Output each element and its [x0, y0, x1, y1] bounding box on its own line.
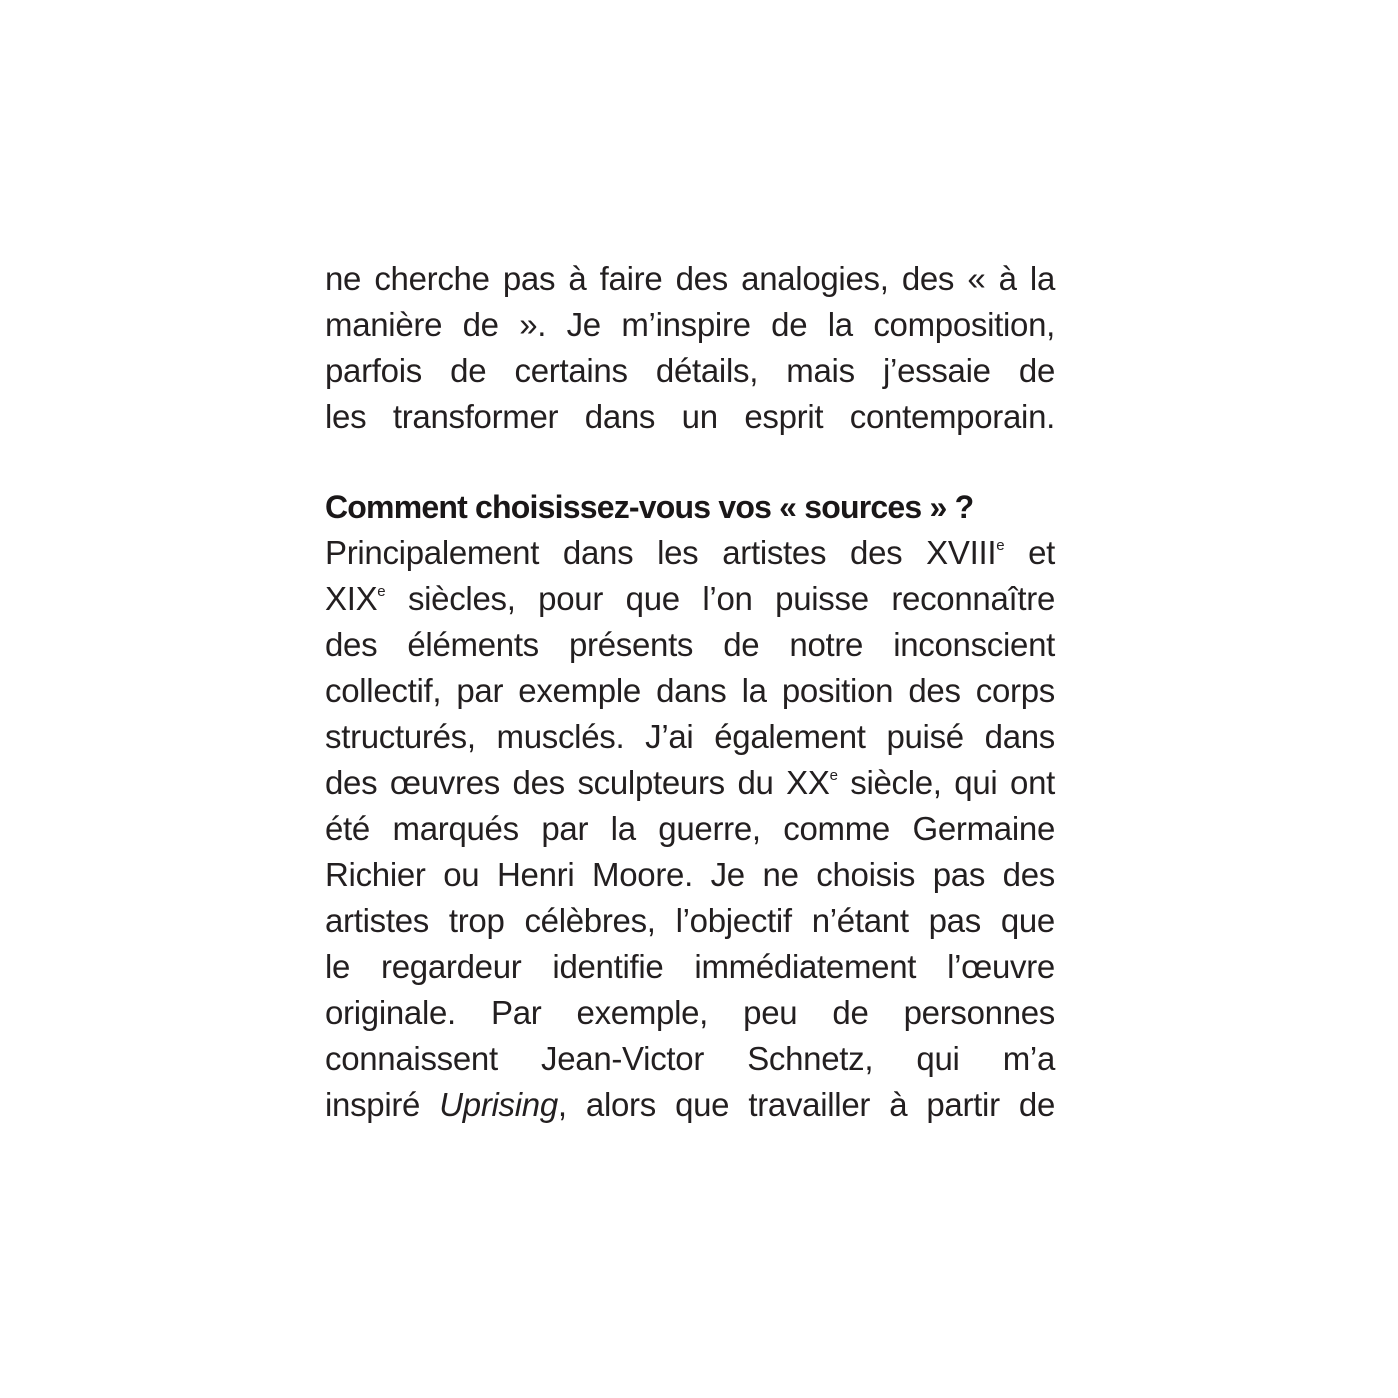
text-segment: XIX: [325, 580, 378, 617]
text-line: [325, 760, 1055, 806]
artwork-title: Uprising: [439, 1086, 558, 1123]
superscript: e: [377, 583, 386, 600]
paragraph-intro: [325, 256, 1055, 440]
text-line: originale. Par exemple, peu de personnes: [325, 994, 1055, 1031]
text-segment: siècles, pour que l’on puisse reconnaître: [385, 580, 1055, 617]
text-line: collectif, par exemple dans la position des corps: [325, 672, 1055, 709]
text-line: [325, 1082, 1055, 1128]
text-line: structurés, musclés. J’ai également puisé dans: [325, 718, 1055, 755]
superscript: e: [829, 767, 838, 784]
interview-question: Comment choisissez-vous vos « sources » ?: [325, 489, 974, 525]
text-segment: siècle, qui ont: [837, 764, 1055, 801]
text-line: artistes trop célèbres, l’objectif n’étant pas que: [325, 902, 1055, 939]
text-segment: et: [1004, 534, 1055, 571]
text-line: les transformer dans un esprit contemporain.: [325, 398, 1055, 435]
text-line: [325, 576, 1055, 622]
text-line: été marqués par la guerre, comme Germaine: [325, 810, 1055, 847]
text-line: manière de ». Je m’inspire de la composition,: [325, 306, 1055, 343]
text-segment: Principalement dans les artistes des XVIII: [325, 534, 997, 571]
article-column: [325, 256, 1055, 1128]
text-segment: des œuvres des sculpteurs du XX: [325, 764, 830, 801]
superscript: e: [996, 537, 1005, 554]
text-segment: , alors que travailler à partir de: [557, 1086, 1055, 1123]
text-line: ne cherche pas à faire des analogies, des « à la: [325, 260, 1055, 297]
paragraph-answer: [325, 530, 1055, 1128]
text-line: des éléments présents de notre inconscient: [325, 626, 1055, 663]
text-line: Richier ou Henri Moore. Je ne choisis pas des: [325, 856, 1055, 893]
text-segment: inspiré: [325, 1086, 440, 1123]
paragraph-spacer: [325, 440, 1055, 484]
text-line: parfois de certains détails, mais j’essaie de: [325, 352, 1055, 389]
text-line: le regardeur identifie immédiatement l’œuvre: [325, 948, 1055, 985]
text-line: connaissent Jean-Victor Schnetz, qui m’a: [325, 1040, 1055, 1077]
text-line: [325, 530, 1055, 576]
